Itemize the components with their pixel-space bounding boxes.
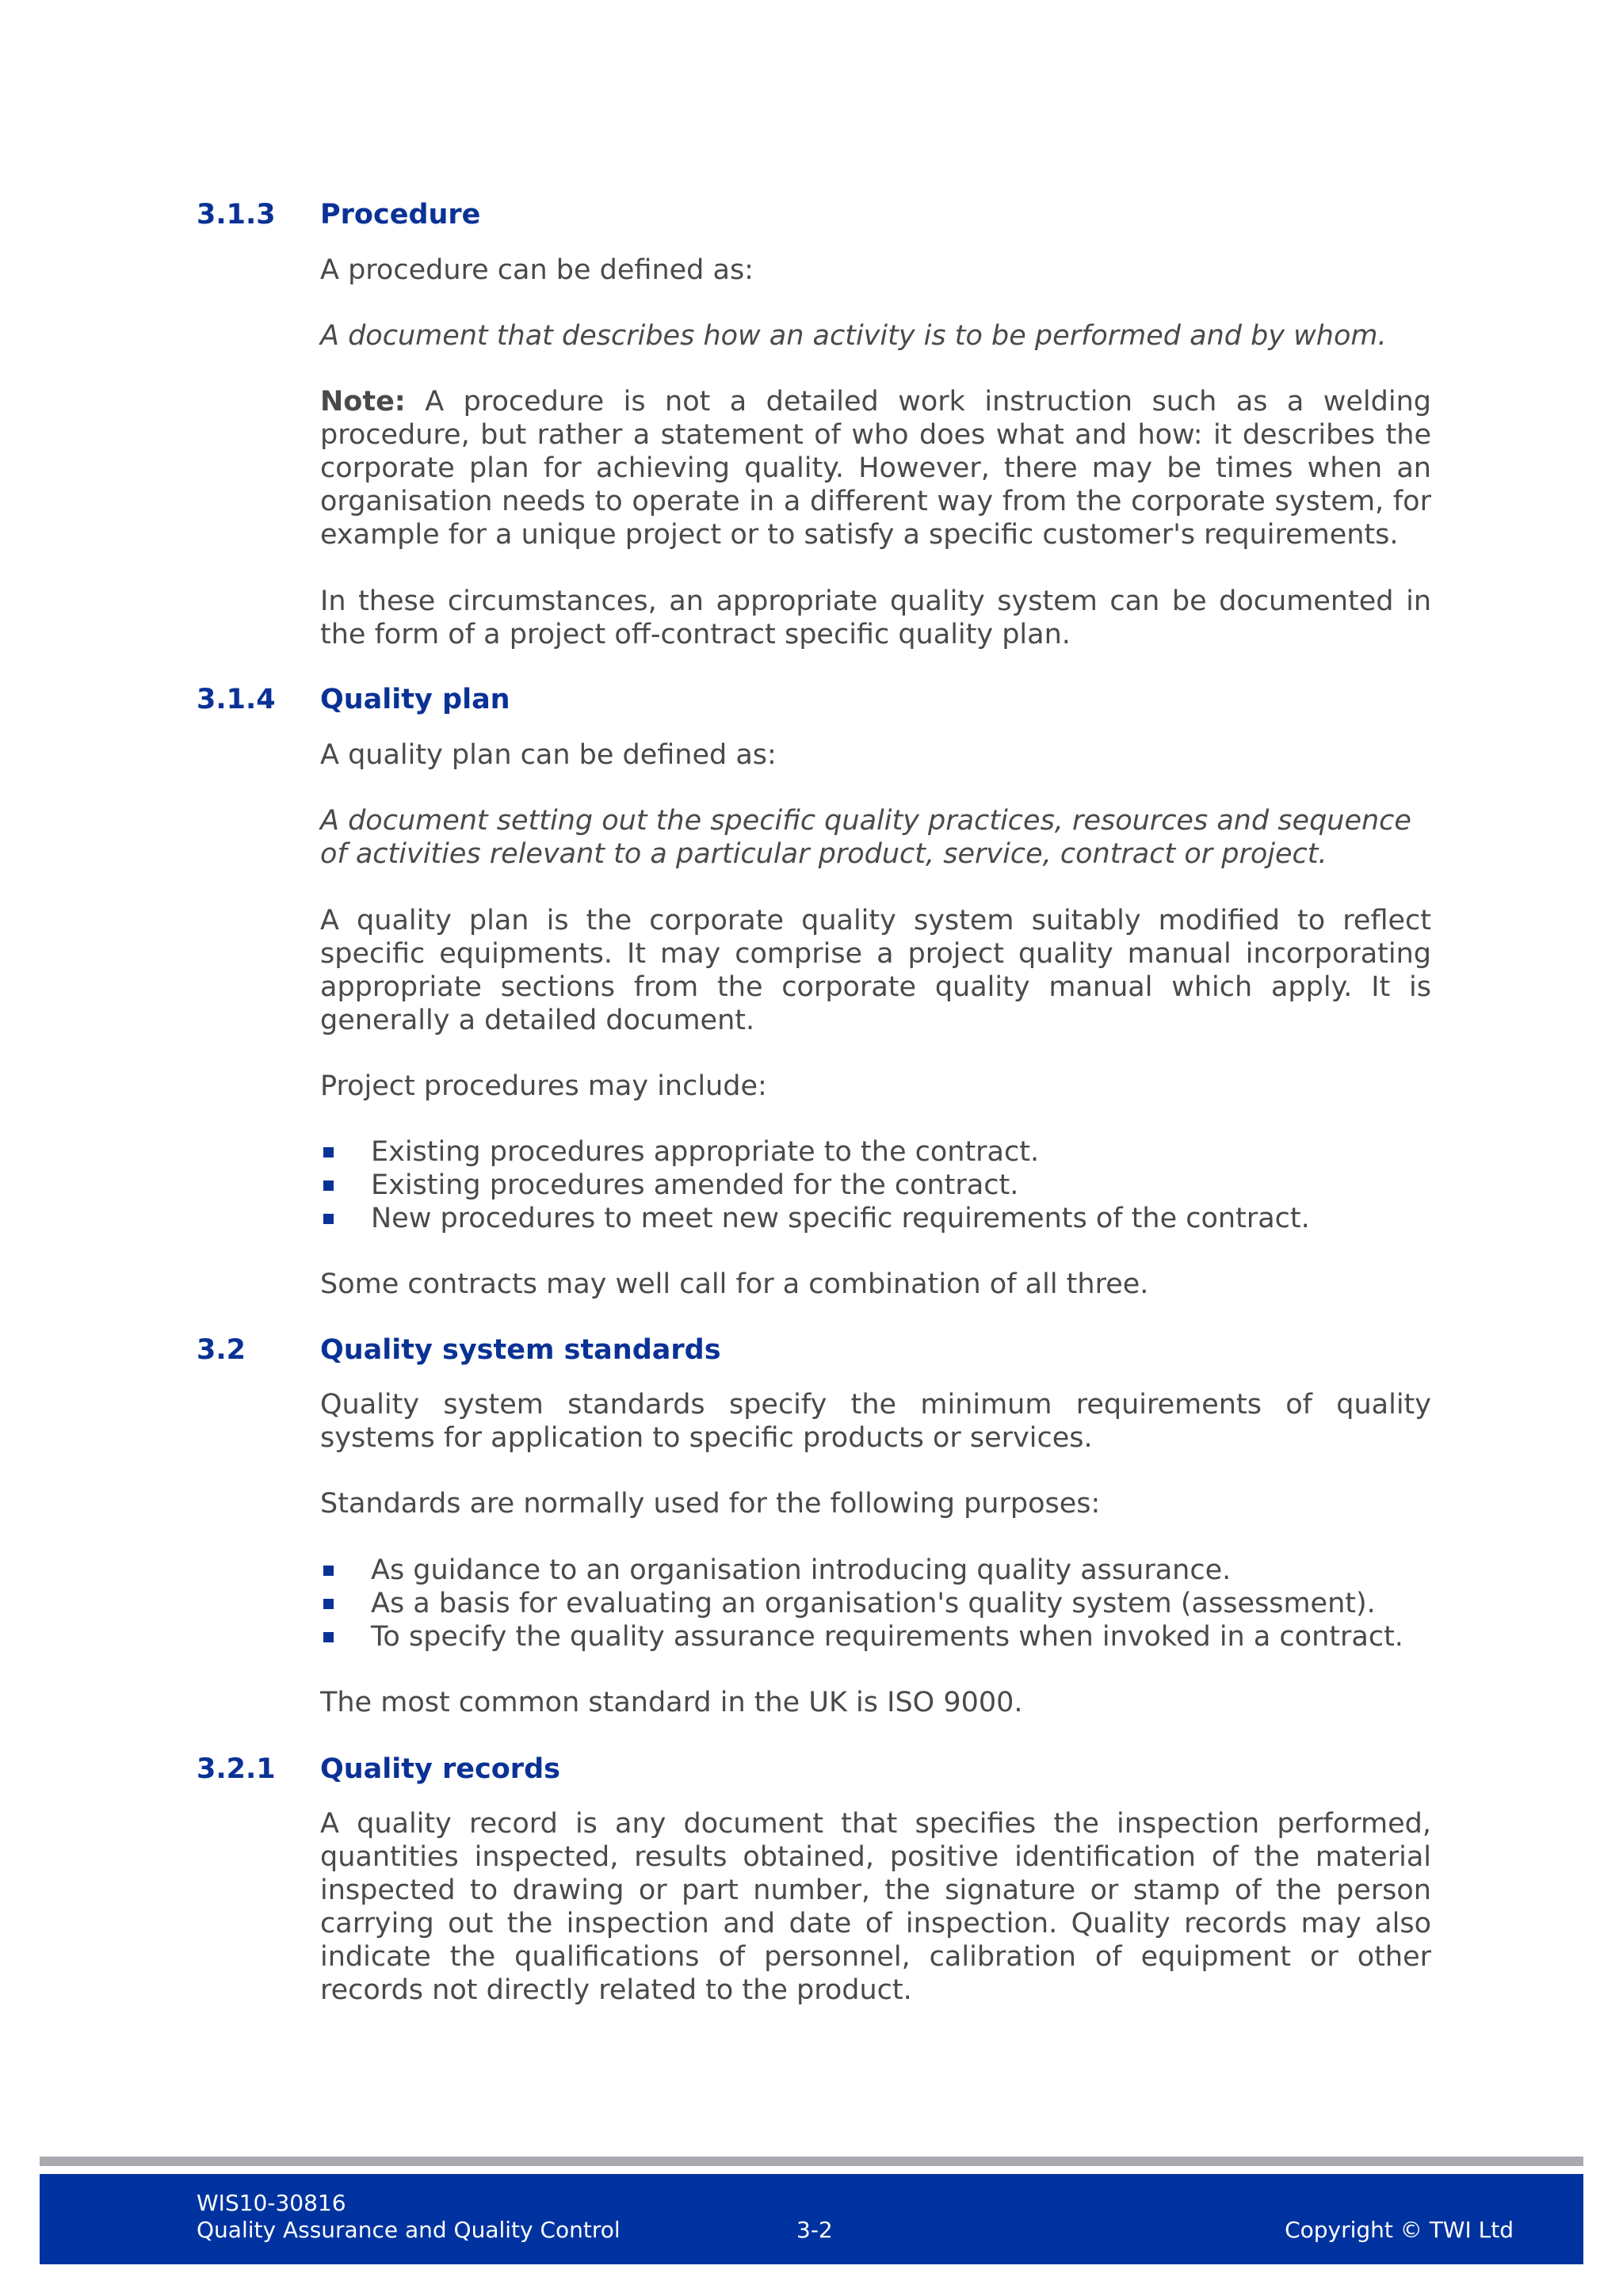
note-label: Note:: [320, 386, 406, 418]
bullet-list: [320, 1554, 1431, 1653]
paragraph: A quality plan can be defined as:: [320, 739, 777, 771]
paragraph: In these circumstances, an appropriate quality system can be documented in the form of a project off-contract specific quality plan.: [320, 585, 1431, 650]
bullet-square-icon: [323, 1599, 334, 1609]
list-item: As guidance to an organisation introducing quality assurance.: [320, 1554, 1431, 1587]
page-footer: [40, 2174, 1583, 2264]
bullet-square-icon: [323, 1566, 334, 1576]
list-item: New procedures to meet new specific requirements of the contract.: [320, 1202, 1431, 1235]
paragraph: Project procedures may include:: [320, 1070, 767, 1102]
paragraph: The most common standard in the UK is ISO 9000.: [320, 1687, 1023, 1718]
bullet-square-icon: [323, 1147, 334, 1158]
note-text: A procedure is not a detailed work instruction such as a welding procedure, but rather a statement of who does what and how: it describes the corporate plan for achieving quality. However, there may be times when an organisation needs to operate in a different way from the corporate system, for example for a unique project or to satisfy a specific customer's requirements.: [320, 386, 1431, 551]
paragraph: A quality plan is the corporate quality system suitably modified to reflect specific equipments. It may comprise a project quality manual incorporating appropriate sections from the corporate quality manual which apply. It is generally a detailed document.: [320, 905, 1431, 1036]
section-number: 3.1.3: [197, 199, 276, 231]
list-item: To specify the quality assurance requirements when invoked in a contract.: [320, 1620, 1431, 1653]
list-item: Existing procedures amended for the contract.: [320, 1169, 1431, 1202]
section-number: 3.2.1: [197, 1753, 276, 1785]
bullet-square-icon: [323, 1632, 334, 1642]
paragraph: Standards are normally used for the following purposes:: [320, 1488, 1101, 1520]
paragraph: Some contracts may well call for a combination of all three.: [320, 1268, 1149, 1300]
definition-text: A document that describes how an activity is to be performed and by whom.: [320, 320, 1387, 352]
definition-text: A document setting out the specific quality practices, resources and sequence of activities relevant to a particular product, service, contract or project.: [320, 805, 1411, 870]
section-number: 3.1.4: [197, 684, 276, 715]
paragraph: A procedure can be defined as:: [320, 254, 754, 286]
section-number: 3.2: [197, 1334, 246, 1366]
bullet-square-icon: [323, 1180, 334, 1191]
list-item: Existing procedures appropriate to the contract.: [320, 1135, 1431, 1169]
list-item: As a basis for evaluating an organisation's quality system (assessment).: [320, 1587, 1431, 1620]
bullet-list: [320, 1135, 1431, 1235]
bullet-square-icon: [323, 1214, 334, 1224]
paragraph: Quality system standards specify the minimum requirements of quality systems for application to specific products or services.: [320, 1389, 1431, 1454]
footer-page-number: 3-2: [796, 2217, 833, 2243]
footer-rule: [40, 2157, 1583, 2166]
section-title: Quality system standards: [320, 1334, 721, 1366]
section-title: Quality records: [320, 1753, 560, 1785]
note-paragraph: [320, 385, 1431, 551]
footer-doc-title: Quality Assurance and Quality Control: [197, 2217, 621, 2243]
footer-doc-id: WIS10-30816: [197, 2190, 346, 2216]
footer-copyright: Copyright © TWI Ltd: [1285, 2217, 1514, 2243]
paragraph: A quality record is any document that specifies the inspection performed, quantities inspected, results obtained, positive identification of the material inspected to drawing or part number, the signature or stamp of the person carrying out the inspection and date of inspection. Quality records may also indicate the qualifications of personnel, calibration of equipment or other records not directly related to the product.: [320, 1808, 1431, 2006]
section-title: Procedure: [320, 199, 481, 231]
section-title: Quality plan: [320, 684, 510, 715]
